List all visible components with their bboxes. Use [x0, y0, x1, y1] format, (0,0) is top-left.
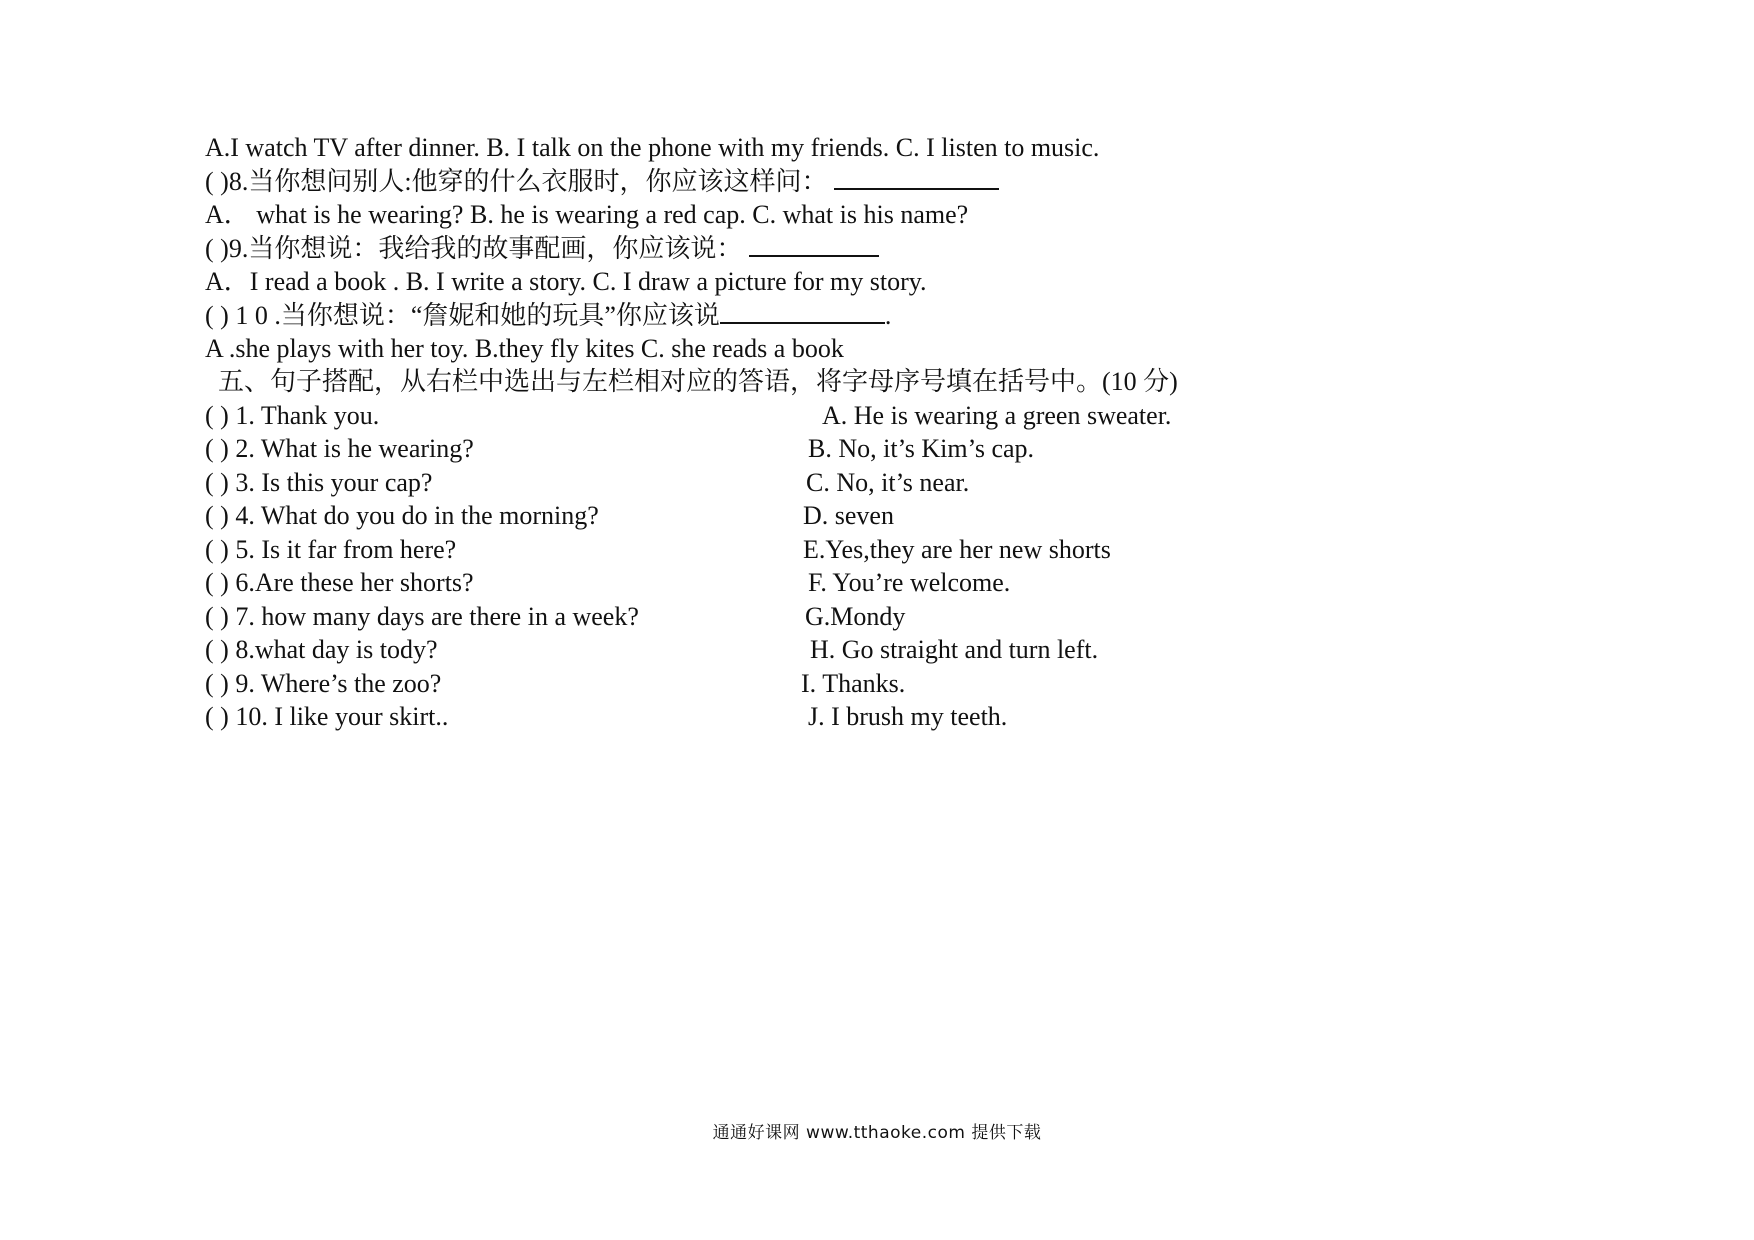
match-answer-f: F. You’re welcome.: [808, 568, 1011, 597]
match-answer-d: D. seven: [803, 501, 894, 530]
q7-options: A.I watch TV after dinner. B. I talk on the phone with my friends. C. I listen to music.: [205, 133, 1100, 162]
q10-line: [205, 300, 891, 331]
match-question-4: ( ) 4. What do you do in the morning?: [205, 501, 599, 530]
match-question-7: ( ) 7. how many days are there in a week?: [205, 602, 639, 631]
q10-period: .: [884, 301, 892, 330]
q9-options: A．I read a book . B. I write a story. C. I draw a picture for my story.: [205, 267, 927, 296]
section5-heading: 五、句子搭配，从右栏中选出与左栏相对应的答语，将字母序号填在括号中。(10 分): [218, 367, 1178, 396]
match-question-1: ( ) 1. Thank you.: [205, 401, 380, 430]
q10-prompt: ( ) 1 0 .当你想说：“詹妮和她的玩具”你应该说: [205, 301, 720, 330]
q8-options: A． what is he wearing? B. he is wearing a red cap. C. what is his name?: [205, 200, 969, 229]
q9-answer-blank[interactable]: [749, 233, 879, 257]
match-question-2: ( ) 2. What is he wearing?: [205, 434, 474, 463]
match-answer-c: C. No, it’s near.: [806, 468, 970, 497]
match-question-6: ( ) 6.Are these her shorts?: [205, 568, 474, 597]
q8-prompt: ( )8.当你想问别人:他穿的什么衣服时，你应该这样问：: [205, 167, 828, 196]
match-question-10: ( ) 10. I like your skirt..: [205, 702, 449, 731]
match-answer-j: J. I brush my teeth.: [808, 702, 1008, 731]
q9-line: [205, 233, 879, 264]
q9-prompt: ( )9.当你想说：我给我的故事配画，你应该说：: [205, 234, 743, 263]
match-answer-b: B. No, it’s Kim’s cap.: [808, 434, 1035, 463]
q10-answer-blank[interactable]: [720, 300, 885, 324]
match-answer-i: I. Thanks.: [801, 669, 906, 698]
q8-line: [205, 166, 999, 197]
match-answer-h: H. Go straight and turn left.: [810, 635, 1099, 664]
match-answer-g: G.Mondy: [805, 602, 906, 631]
match-answer-a: A. He is wearing a green sweater.: [822, 401, 1172, 430]
match-question-5: ( ) 5. Is it far from here?: [205, 535, 457, 564]
q10-options: A .she plays with her toy. B.they fly kites C. she reads a book: [205, 334, 844, 363]
match-question-8: ( ) 8.what day is tody?: [205, 635, 438, 664]
match-answer-e: E.Yes,they are her new shorts: [803, 535, 1111, 564]
match-question-9: ( ) 9. Where’s the zoo?: [205, 669, 442, 698]
q8-answer-blank[interactable]: [834, 166, 999, 190]
footer-source: 通通好课网 www.tthaoke.com 提供下载: [712, 1123, 1042, 1143]
match-question-3: ( ) 3. Is this your cap?: [205, 468, 433, 497]
